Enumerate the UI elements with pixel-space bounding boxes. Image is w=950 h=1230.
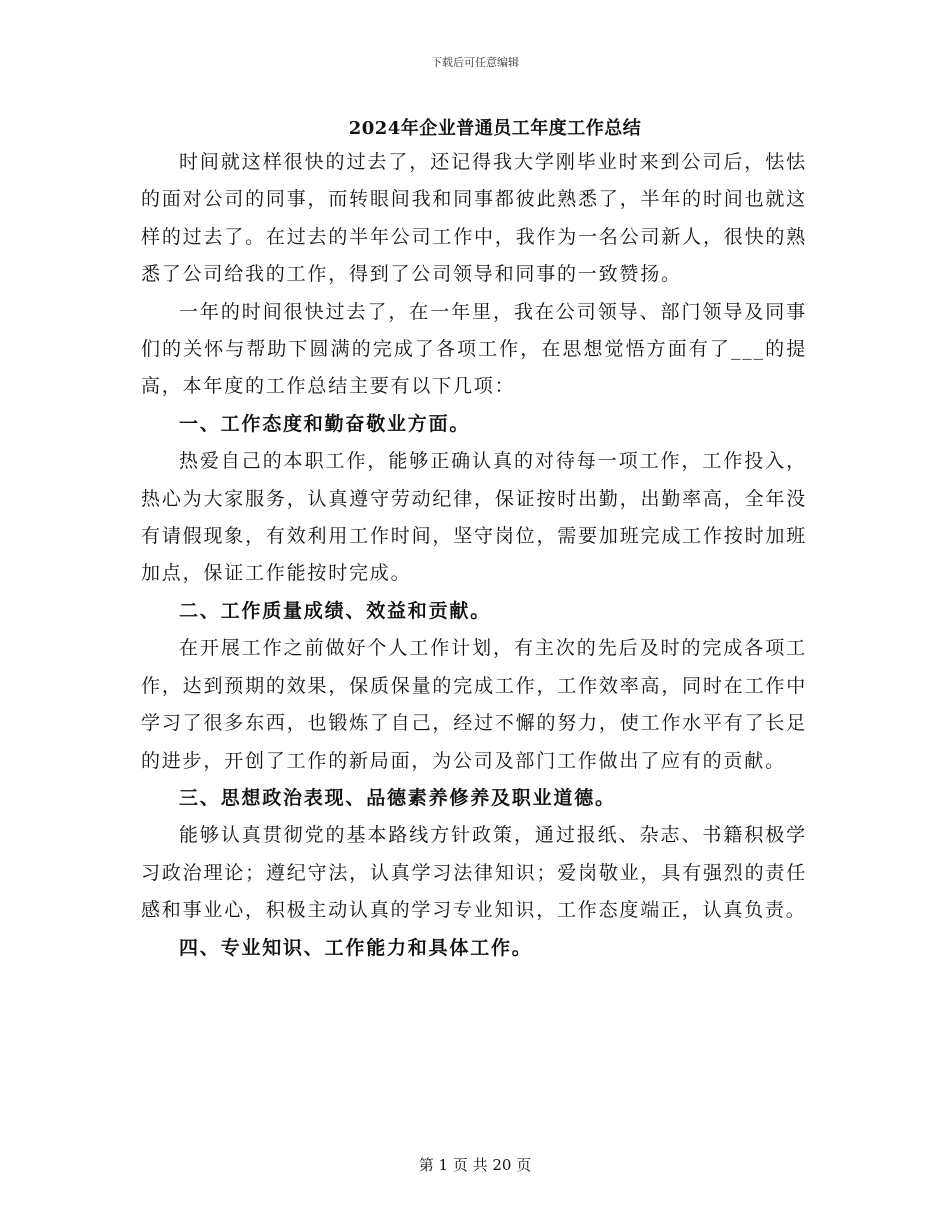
paragraph-ethics: 能够认真贯彻党的基本路线方针政策，通过报纸、杂志、书籍积极学习政治理论；遵纪守法，认真学习法律知识；爱岗敬业，具有强烈的责任感和事业心，积极主动认真的学习专业知识，工作态度端正，认真负责。 bbox=[141, 824, 807, 922]
paragraph-intro: 时间就这样很快的过去了，还记得我大学刚毕业时来到公司后，怯怯的面对公司的同事，而转眼间我和同事都彼此熟悉了，半年的时间也就这样的过去了。在过去的半年公司工作中，我作为一名公司新人，很快的熟悉了公司给我的工作，得到了公司领导和同事的一致赞扬。 bbox=[141, 151, 807, 286]
section-heading-attitude: 一、工作态度和勤奋敬业方面。 bbox=[179, 412, 471, 435]
section-heading-quality: 二、工作质量成绩、效益和贡献。 bbox=[179, 599, 492, 622]
page-header-note: 下载后可任意编辑 bbox=[431, 56, 519, 69]
page-number-footer: 第 1 页 共 20 页 bbox=[418, 1156, 532, 1174]
paragraph-quality: 在开展工作之前做好个人工作计划，有主次的先后及时的完成各项工作，达到预期的效果，保质保量的完成工作，工作效率高，同时在工作中学习了很多东西，也锻炼了自己，经过不懈的努力，使工作水平有了长足的进步，开创了工作的新局面，为公司及部门工作做出了应有的贡献。 bbox=[141, 637, 807, 772]
document-body bbox=[141, 144, 807, 967]
paragraph-attitude: 热爱自己的本职工作，能够正确认真的对待每一项工作，工作投入，热心为大家服务，认真遵守劳动纪律，保证按时出勤，出勤率高，全年没有请假现象，有效利用工作时间，坚守岗位，需要加班完成工作按时加班加点，保证工作能按时完成。 bbox=[141, 450, 807, 585]
paragraph-overview: 一年的时间很快过去了，在一年里，我在公司领导、部门领导及同事们的关怀与帮助下圆满的完成了各项工作，在思想觉悟方面有了___的提高，本年度的工作总结主要有以下几项： bbox=[141, 300, 807, 398]
section-heading-ethics: 三、思想政治表现、品德素养修养及职业道德。 bbox=[179, 786, 616, 809]
section-heading-skills: 四、专业知识、工作能力和具体工作。 bbox=[179, 936, 533, 959]
document-title: 2024年企业普通员工年度工作总结 bbox=[348, 118, 642, 139]
